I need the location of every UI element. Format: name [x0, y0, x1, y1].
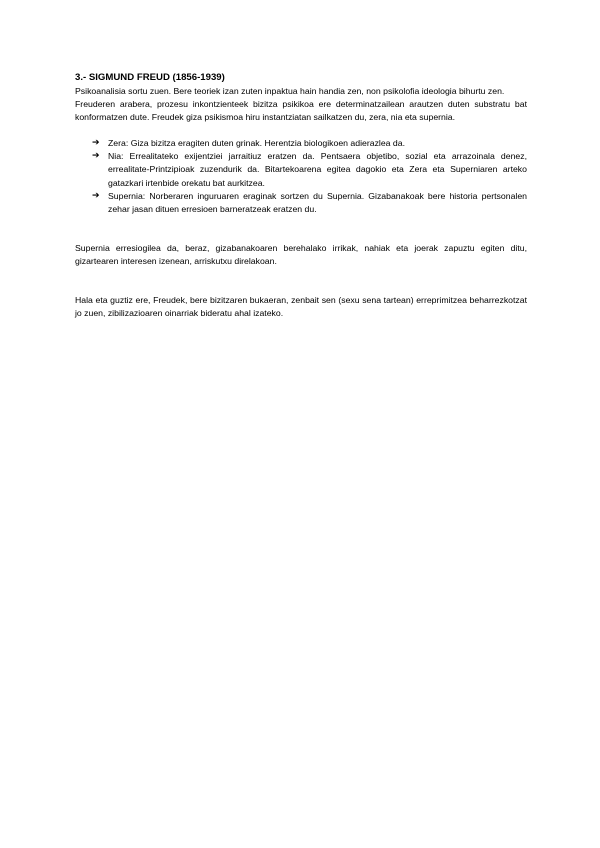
section-heading: 3.- SIGMUND FREUD (1856-1939) [75, 72, 225, 83]
body-paragraph: Supernia erresiogilea da, beraz, gizabanakoaren berehalako irrikak, nahiak eta joerak zapuztu egiten ditu, gizartearen interesen izenean, arriskutxu direlakoan. [75, 242, 527, 266]
spacer [75, 281, 527, 294]
body-paragraph: Hala eta guztiz ere, Freudek, bere bizitzaren bukaeran, zenbait sen (sexu sena tartean) erreprimitzea beharrezkotzat jo zuen, zibilizazioaren oinarriak bideratu ahal izateko. [75, 295, 527, 319]
arrow-right-icon: ➔ [92, 151, 100, 162]
list-item-text: Zera: Giza bizitza eragiten duten grinak. Herentzia biologikoen adierazlea da. [108, 138, 405, 149]
spacer [75, 268, 527, 281]
intro-paragraph: Freuderen arabera, prozesu inkontzienteek bizitza psikikoa ere determinatzailean arautzen duten substratu bat konformatzen dute. Freudek giza psikismoa hiru instantziatan sailkatzen du, zera, nia eta supernia. [75, 99, 527, 123]
spacer [75, 216, 527, 229]
arrow-right-icon: ➔ [92, 138, 100, 149]
list-item-text: Nia: Errealitateko exijentziei jarraitiuz eratzen da. Pentsaera objetibo, sozial eta arrazoinala denez, errealitate-Printzipioak zuzendurik da. Bitartekoarena egitea dagokio eta Zera eta Superniaren arteko gatazkari irtenbide orekatu bat aurkitzea. [108, 151, 527, 188]
spacer [75, 229, 527, 242]
list-item [92, 150, 527, 189]
intro-paragraph: Psikoanalisia sortu zuen. Bere teoriek izan zuten inpaktua hain handia zen, non psikolofia ideologia bihurtu zen. [75, 86, 505, 96]
arrow-right-icon: ➔ [92, 190, 100, 201]
list-item [92, 190, 527, 216]
document-content [75, 71, 527, 320]
list-item [92, 137, 527, 150]
list-item-text: Supernia: Norberaren inguruaren eraginak sortzen du Supernia. Gizabanakoak bere historia pertsonalen zehar jasan dituen erresioen barneratzeak eratzen du. [108, 190, 527, 214]
instances-list [75, 137, 527, 216]
